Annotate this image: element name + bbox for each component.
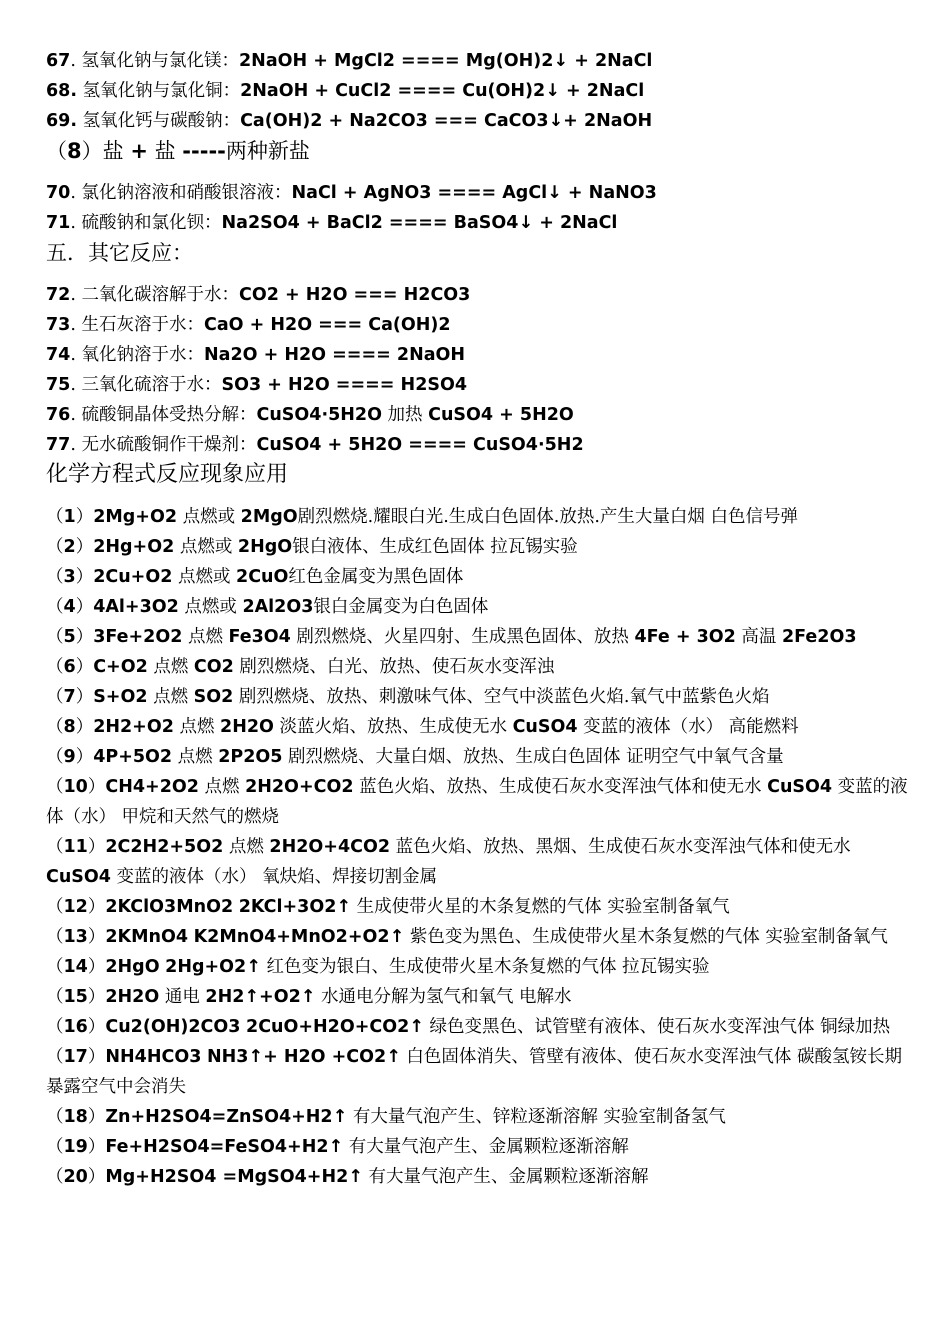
application-entry: （12）2KClO3MnO2 2KCl+3O2↑ 生成使带火星的木条复燃的气体 实验室制备氧气 [46, 897, 730, 917]
equation-text: 4P+5O2 [93, 747, 173, 767]
application-entry: （9）4P+5O2 点燃 2P2O5 剧烈燃烧、大量白烟、放热、生成白色固体 证明空气中氧气含量 [46, 747, 784, 767]
reaction-list-salt-base [46, 46, 908, 136]
equation-text: 2Cu+O2 [93, 567, 173, 587]
equation-text: 2KMnO4 [105, 927, 189, 947]
equation-text: 2HgO [237, 537, 293, 557]
section-heading-applications: 化学方程式反应现象应用 [46, 462, 289, 487]
reaction-list-other [46, 280, 908, 460]
description-text: 蓝色火焰、放热、黑烟、生成使石灰水变浑浊气体和使无水 [390, 837, 851, 857]
application-entry: （3）2Cu+O2 点燃或 2CuO红色金属变为黑色固体 [46, 567, 464, 587]
description-text: 水通电分解为氢气和氧气 电解水 [315, 987, 572, 1007]
equation-text: 2H2O [220, 717, 274, 737]
equation-text: CH4+2O2 [105, 777, 199, 797]
equation-text: 2MgO [240, 507, 298, 527]
entry-number: 19 [63, 1137, 88, 1157]
equation-text: NH4HCO3 [105, 1047, 202, 1067]
description-text: 点燃或 [178, 597, 243, 617]
equation-text: 2Hg+O2↑ [165, 957, 261, 977]
reaction-line: 67. 氢氧化钠与氯化镁：2NaOH + MgCl2 ==== Mg(OH)2↓ + 2NaCl [46, 51, 653, 71]
application-entry: （7）S+O2 点燃 SO2 剧烈燃烧、放热、刺激味气体、空气中淡蓝色火焰.氧气中蓝紫色火焰 [46, 687, 770, 707]
description-text: 点燃 [182, 627, 229, 647]
entry-number: 14 [63, 957, 88, 977]
reaction-list-salt-salt [46, 178, 908, 238]
entry-number: 8 [63, 717, 76, 737]
equation-text: Cu2(OH)2CO3 [105, 1017, 241, 1037]
entry-number: 18 [63, 1107, 88, 1127]
equation-text: 2KCl+3O2↑ [238, 897, 352, 917]
reaction-line: 71. 硫酸钠和氯化钡：Na2SO4 + BaCl2 ==== BaSO4↓ + 2NaCl [46, 213, 618, 233]
equation-text: Mg+H2SO4 =MgSO4+H2↑ [105, 1167, 363, 1187]
entry-number: 6 [63, 657, 76, 677]
description-text: 有大量气泡产生、金属颗粒逐渐溶解 [343, 1137, 629, 1157]
description-text: 有大量气泡产生、锌粒逐渐溶解 实验室制备氢气 [347, 1107, 726, 1127]
application-entry: （18）Zn+H2SO4=ZnSO4+H2↑ 有大量气泡产生、锌粒逐渐溶解 实验室制备氢气 [46, 1107, 726, 1127]
entry-number: 12 [63, 897, 88, 917]
equation-text: 2H2↑+O2↑ [205, 987, 316, 1007]
section-heading-other: 五．其它反应： [46, 241, 193, 265]
description-text: 剧烈燃烧、大量白烟、放热、生成白色固体 证明空气中氧气含量 [282, 747, 784, 767]
equation-text: SO2 [193, 687, 234, 707]
entry-number: 20 [63, 1167, 88, 1187]
description-text: 点燃 [147, 657, 194, 677]
equation-text: 2Fe2O3 [782, 627, 857, 647]
equation-text: 2Al2O3 [242, 597, 314, 617]
reaction-line: 77. 无水硫酸铜作干燥剂：CuSO4 + 5H2O ==== CuSO4·5H2 [46, 435, 584, 455]
description-text: 变蓝的液体（水） 氧炔焰、焊接切割金属 [110, 867, 438, 887]
description-text: 变蓝的液体（水） 甲烷和天然气的燃烧 [46, 777, 908, 827]
description-text: 剧烈燃烧、放热、刺激味气体、空气中淡蓝色火焰.氧气中蓝紫色火焰 [233, 687, 770, 707]
equation-text: 2C2H2+5O2 [105, 837, 224, 857]
equation-text: CO2 [193, 657, 234, 677]
description-text: 银白液体、生成红色固体 拉瓦锡实验 [292, 537, 578, 557]
application-entry: （14）2HgO 2Hg+O2↑ 红色变为银白、生成使带火星木条复燃的气体 拉瓦锡实验 [46, 957, 710, 977]
description-text: 点燃 [223, 837, 270, 857]
reaction-line: 69. 氢氧化钙与碳酸钠：Ca(OH)2 + Na2CO3 === CaCO3↓+ 2NaOH [46, 111, 653, 131]
application-entry: （1）2Mg+O2 点燃或 2MgO剧烈燃烧.耀眼白光.生成白色固体.放热.产生大量白烟 白色信号弹 [46, 507, 798, 527]
description-text: 绿色变黑色、试管壁有液体、使石灰水变浑浊气体 铜绿加热 [423, 1017, 891, 1037]
application-entry: （20）Mg+H2SO4 =MgSO4+H2↑ 有大量气泡产生、金属颗粒逐渐溶解 [46, 1167, 649, 1187]
equation-text: 2Hg+O2 [93, 537, 175, 557]
equation-text: 2P2O5 [218, 747, 283, 767]
entry-number: 15 [63, 987, 88, 1007]
application-entry: （15）2H2O 通电 2H2↑+O2↑ 水通电分解为氢气和氧气 电解水 [46, 987, 572, 1007]
description-text: 剧烈燃烧.耀眼白光.生成白色固体.放热.产生大量白烟 白色信号弹 [297, 507, 798, 527]
description-text: 点燃或 [177, 507, 241, 527]
application-entry: （5）3Fe+2O2 点燃 Fe3O4 剧烈燃烧、火星四射、生成黑色固体、放热 4Fe + 3O2 高温 2Fe2O3 [46, 627, 857, 647]
entry-number: 11 [63, 837, 88, 857]
equation-text: 2Mg+O2 [93, 507, 178, 527]
entry-number: 7 [63, 687, 76, 707]
equation-text: NH3↑+ H2O +CO2↑ [206, 1047, 401, 1067]
document-page [46, 46, 908, 1192]
equation-text: Fe+H2SO4=FeSO4+H2↑ [105, 1137, 344, 1157]
entry-number: 2 [63, 537, 76, 557]
equation-text: 3Fe+2O2 [93, 627, 183, 647]
description-text: 有大量气泡产生、金属颗粒逐渐溶解 [362, 1167, 649, 1187]
description-text: 点燃或 [174, 537, 238, 557]
application-entry: （4）4Al+3O2 点燃或 2Al2O3银白金属变为白色固体 [46, 597, 489, 617]
application-entry: （16）Cu2(OH)2CO3 2CuO+H2O+CO2↑ 绿色变黑色、试管壁有液体、使石灰水变浑浊气体 铜绿加热 [46, 1017, 891, 1037]
equation-text: 2HgO [105, 957, 160, 977]
equation-text: CuSO4 [46, 867, 111, 887]
description-text: 点燃 [147, 687, 194, 707]
equation-text: 2CuO [236, 567, 289, 587]
application-entry: （11）2C2H2+5O2 点燃 2H2O+4CO2 蓝色火焰、放热、黑烟、生成使石灰水变浑浊气体和使无水 CuSO4 变蓝的液体（水） 氧炔焰、焊接切割金属 [46, 837, 851, 887]
equation-text: 4Fe + 3O2 [634, 627, 736, 647]
entry-number: 4 [63, 597, 76, 617]
equation-text: 2CuO+H2O+CO2↑ [246, 1017, 424, 1037]
equation-text: CuSO4 [767, 777, 833, 797]
description-text: 剧烈燃烧、白光、放热、使石灰水变浑浊 [233, 657, 555, 677]
entry-number: 13 [63, 927, 88, 947]
entry-number: 1 [63, 507, 76, 527]
entry-number: 17 [63, 1047, 88, 1067]
application-entry: （2）2Hg+O2 点燃或 2HgO银白液体、生成红色固体 拉瓦锡实验 [46, 537, 578, 557]
description-text: 变蓝的液体（水） 高能燃料 [577, 717, 799, 737]
entry-number: 16 [63, 1017, 88, 1037]
reaction-line: 75. 三氧化硫溶于水：SO3 + H2O ==== H2SO4 [46, 375, 468, 395]
description-text: 点燃或 [172, 567, 237, 587]
application-entry: （8）2H2+O2 点燃 2H2O 淡蓝火焰、放热、生成使无水 CuSO4 变蓝的液体（水） 高能燃料 [46, 717, 799, 737]
entry-number: 10 [63, 777, 88, 797]
equation-text: 2H2+O2 [93, 717, 174, 737]
description-text: 点燃 [172, 747, 219, 767]
description-text: 点燃 [173, 717, 221, 737]
description-text: 淡蓝火焰、放热、生成使无水 [273, 717, 513, 737]
application-list [46, 502, 908, 1192]
reaction-line: 72. 二氧化碳溶解于水：CO2 + H2O === H2CO3 [46, 285, 471, 305]
equation-text: S+O2 [93, 687, 148, 707]
reaction-line: 70. 氯化钠溶液和硝酸银溶液：NaCl + AgNO3 ==== AgCl↓ + NaNO3 [46, 183, 657, 203]
equation-text: 2H2O+CO2 [245, 777, 354, 797]
description-text: 高温 [735, 627, 782, 647]
equation-text: 2H2O [105, 987, 160, 1007]
section-heading-salt-salt: （8）盐 + 盐 -----两种新盐 [46, 139, 310, 163]
description-text: 通电 [159, 987, 206, 1007]
application-entry: （17）NH4HCO3 NH3↑+ H2O +CO2↑ 白色固体消失、管壁有液体、使石灰水变浑浊气体 碳酸氢铵长期暴露空气中会消失 [46, 1047, 902, 1097]
reaction-line: 76. 硫酸铜晶体受热分解：CuSO4·5H2O 加热 CuSO4 + 5H2O [46, 405, 574, 425]
description-text: 点燃 [198, 777, 246, 797]
equation-text: 2H2O+4CO2 [269, 837, 391, 857]
entry-number: 3 [63, 567, 76, 587]
reaction-line: 68. 氢氧化钠与氯化铜：2NaOH + CuCl2 ==== Cu(OH)2↓ + 2NaCl [46, 81, 645, 101]
equation-text: K2MnO4+MnO2+O2↑ [193, 927, 405, 947]
reaction-line: 74. 氧化钠溶于水：Na2O + H2O ==== 2NaOH [46, 345, 466, 365]
entry-number: 9 [63, 747, 76, 767]
equation-text: CuSO4 [512, 717, 578, 737]
description-text: 白色固体消失、管壁有液体、使石灰水变浑浊气体 碳酸氢铵长期暴露空气中会消失 [46, 1047, 902, 1097]
application-entry: （10）CH4+2O2 点燃 2H2O+CO2 蓝色火焰、放热、生成使石灰水变浑浊气体和使无水 CuSO4 变蓝的液体（水） 甲烷和天然气的燃烧 [46, 777, 908, 827]
equation-text: C+O2 [93, 657, 148, 677]
equation-text: 2KClO3MnO2 [105, 897, 234, 917]
entry-number: 5 [63, 627, 76, 647]
description-text: 银白金属变为白色固体 [313, 597, 489, 617]
equation-text: Zn+H2SO4=ZnSO4+H2↑ [105, 1107, 348, 1127]
application-entry: （19）Fe+H2SO4=FeSO4+H2↑ 有大量气泡产生、金属颗粒逐渐溶解 [46, 1137, 629, 1157]
description-text: 剧烈燃烧、火星四射、生成黑色固体、放热 [290, 627, 635, 647]
equation-text: Fe3O4 [228, 627, 291, 647]
description-text: 蓝色火焰、放热、生成使石灰水变浑浊气体和使无水 [353, 777, 768, 797]
reaction-line: 73. 生石灰溶于水：CaO + H2O === Ca(OH)2 [46, 315, 451, 335]
equation-text: 4Al+3O2 [93, 597, 179, 617]
description-text: 紫色变为黑色、生成使带火星木条复燃的气体 实验室制备氧气 [404, 927, 888, 947]
description-text: 红色金属变为黑色固体 [288, 567, 464, 587]
application-entry: （6）C+O2 点燃 CO2 剧烈燃烧、白光、放热、使石灰水变浑浊 [46, 657, 555, 677]
description-text: 生成使带火星的木条复燃的气体 实验室制备氧气 [351, 897, 730, 917]
application-entry: （13）2KMnO4 K2MnO4+MnO2+O2↑ 紫色变为黑色、生成使带火星木条复燃的气体 实验室制备氧气 [46, 927, 888, 947]
description-text: 红色变为银白、生成使带火星木条复燃的气体 拉瓦锡实验 [260, 957, 710, 977]
